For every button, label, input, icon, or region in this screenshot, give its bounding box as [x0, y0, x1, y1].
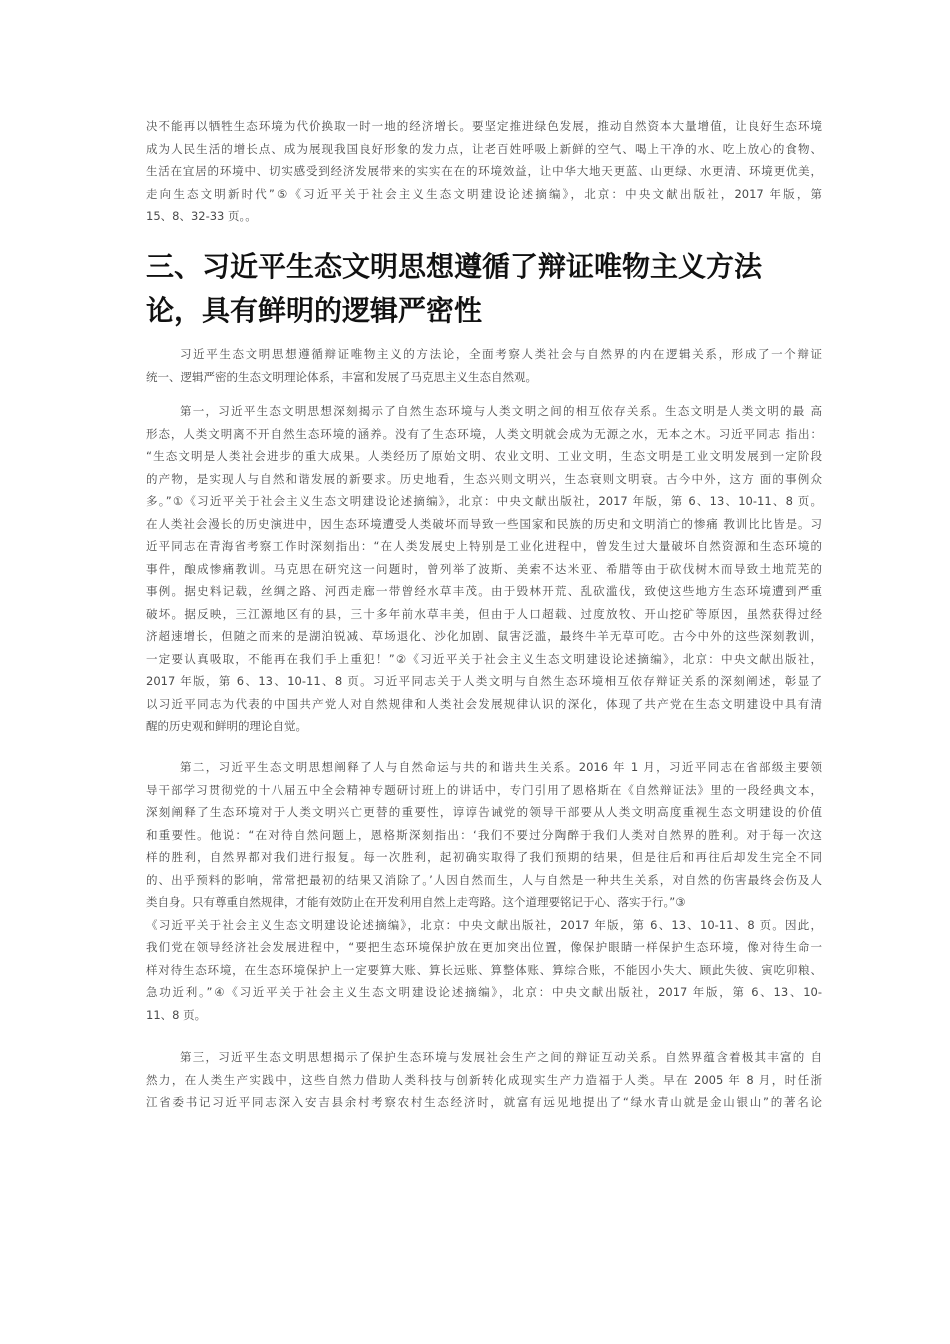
- text-line: 一定要认真吸取，不能再在我们手上重犯！”②《习近平关于社会主义生态文明建设论述摘编》，北京：中央文献出版社，: [146, 651, 822, 666]
- text-line: 走向生态文明新时代”⑤《习近平关于社会主义生态文明建设论述摘编》，北京：中央文献出版社，2017 年版，第: [146, 186, 822, 201]
- paragraph-second-point: [146, 756, 822, 1026]
- text-line: 多。”①《习近平关于社会主义生态文明建设论述摘编》，北京：中央文献出版社，2017 年版，第 6、13、10-11、8 页。: [146, 494, 822, 508]
- text-line: 在人类社会漫长的历史演进中，因生态环境遭受人类破坏而导致一些国家和民族的历史和文明消亡的惨痛 教训比比皆是。习: [146, 516, 822, 531]
- text-line: 《习近平关于社会主义生态文明建设论述摘编》，北京：中央文献出版社，2017 年版，第 6、13、10-11、8 页。因此，: [146, 917, 822, 932]
- paragraph-third-point: [146, 1046, 822, 1114]
- text-line: 第二，习近平生态文明思想阐释了人与自然命运与共的和谐共生关系。2016 年 1 月，习近平同志在省部级主要领: [180, 760, 822, 774]
- text-line: 醒的历史观和鲜明的理论自觉。: [146, 719, 307, 733]
- intro-paragraph: [146, 115, 822, 228]
- text-line: 决不能再以牺牲生态环境为代价换取一时一地的经济增长。要坚定推进绿色发展，推动自然资本大量增值，让良好生态环境: [146, 119, 822, 133]
- text-line: 的产物，是实现人与自然和谐发展的新要求。历史地看，生态兴则文明兴，生态衰则文明衰。古今中外，这方 面的事例众: [146, 471, 822, 486]
- text-line: 成为人民生活的增长点、成为展现我国良好形象的发力点，让老百姓呼吸上新鲜的空气、喝上干净的水、吃上放心的食物、: [146, 141, 822, 156]
- text-line: 近平同志在青海省考察工作时深刻指出：“在人类发展史上特别是工业化进程中，曾发生过大量破坏自然资源和生态环境的: [146, 539, 822, 553]
- text-line: 导干部学习贯彻党的十八届五中全会精神专题研讨班上的讲话中，专门引用了恩格斯在《自然辩证法》里的一段经典文本，: [146, 782, 822, 797]
- section-heading: [146, 245, 806, 333]
- text-line: 我们党在领导经济社会发展进程中，“要把生态环境保护放在更加突出位置，像保护眼睛一样保护生态环境，像对待生命一: [146, 940, 822, 954]
- text-line: 的、出乎预料的影响，常常把最初的结果又消除了。’人因自然而生，人与自然是一种共生关系，对自然的伤害最终会伤及人: [146, 872, 822, 887]
- text-line: “生态文明是人类社会进步的重大成果。人类经历了原始文明、农业文明、工业文明，生态文明是工业文明发展到一定阶段: [146, 449, 822, 463]
- text-line: 第三，习近平生态文明思想揭示了保护生态环境与发展社会生产之间的辩证互动关系。自然界蕴含着极其丰富的 自: [180, 1050, 822, 1064]
- text-line: 生活在宜居的环境中、切实感受到经济发展带来的实实在在的环境效益，让中华大地天更蓝、山更绿、水更清、环境更优美，: [146, 164, 822, 178]
- text-line: 深刻阐释了生态环境对于人类文明兴亡更替的重要性，谆谆告诫党的领导干部要从人类文明高度重视生态文明建设的价值: [146, 805, 822, 819]
- text-line: 统一、逻辑严密的生态文明理论体系，丰富和发展了马克思主义生态自然观。: [146, 369, 537, 384]
- text-line: 样的胜利，自然界都对我们进行报复。每一次胜利，起初确实取得了我们预期的结果，但是往后和再往后却发生完全不同: [146, 850, 822, 864]
- text-line: 破坏。据反映，三江源地区有的县，三十多年前水草丰美，但由于人口超载、过度放牧、开山挖矿等原因，虽然获得过经: [146, 606, 822, 621]
- text-line: 事件，酿成惨痛教训。马克思在研究这一问题时，曾列举了波斯、美索不达米亚、希腊等由于砍伐树木而导致土地荒芜的: [146, 561, 822, 576]
- paragraph-methodology: [146, 343, 822, 388]
- text-line: 2017 年版，第 6、13、10-11、8 页。习近平同志关于人类文明与自然生态环境相互依存辩证关系的深刻阐述，彰显了: [146, 674, 822, 688]
- text-line: 急功近利。”④《习近平关于社会主义生态文明建设论述摘编》，北京：中央文献出版社，2017 年版，第 6、13、10-: [146, 985, 822, 999]
- text-line: 类自身。只有尊重自然规律，才能有效防止在开发利用自然上走弯路。这个道理要铭记于心、落实于行。”③: [146, 895, 686, 909]
- text-line: 济超速增长，但随之而来的是湖泊锐减、草场退化、沙化加剧、鼠害泛滥，最终牛羊无草可吃。古今中外的这些深刻教训，: [146, 629, 822, 643]
- text-line: 事例。据史料记载，丝绸之路、河西走廊一带曾经水草丰茂。由于毁林开荒、乱砍滥伐，致使这些地方生态环境遭到严重: [146, 584, 822, 598]
- text-line: 以习近平同志为代表的中国共产党人对自然规律和人类社会发展规律认识的深化，体现了共产党在生态文明建设中具有清: [146, 696, 822, 711]
- text-line: 11、8 页。: [146, 1007, 207, 1022]
- text-line: 样对待生态环境，在生态环境保护上一定要算大账、算长远账、算整体账、算综合账，不能因小失大、顾此失彼、寅吃卯粮、: [146, 962, 822, 977]
- heading-line: 三、习近平生态文明思想遵循了辩证唯物主义方法: [146, 250, 763, 283]
- heading-line: 论，具有鲜明的逻辑严密性: [146, 294, 483, 327]
- text-line: 江省委书记习近平同志深入安吉县余村考察农村生态经济时，就富有远见地提出了“绿水青山就是金山银山”的著名论: [146, 1095, 822, 1109]
- text-line: 15、8、32-33 页。。: [146, 209, 257, 223]
- text-line: 然力，在人类生产实践中，这些自然力借助人类科技与创新转化成现实生产力造福于人类。早在 2005 年 8 月，时任浙: [146, 1072, 822, 1087]
- text-line: 和重要性。他说：“在对待自然问题上，恩格斯深刻指出：‘我们不要过分陶醉于我们人类对自然界的胜利。对于每一次这: [146, 827, 822, 842]
- paragraph-first-point: [146, 400, 822, 738]
- text-line: 习近平生态文明思想遵循辩证唯物主义的方法论，全面考察人类社会与自然界的内在逻辑关系，形成了一个辩证: [180, 347, 822, 361]
- text-line: 第一，习近平生态文明思想深刻揭示了自然生态环境与人类文明之间的相互依存关系。生态文明是人类文明的最 高: [180, 404, 822, 418]
- text-line: 形态，人类文明离不开自然生态环境的涵养。没有了生态环境，人类文明就会成为无源之水，无本之木。习近平同志 指出：: [146, 426, 822, 441]
